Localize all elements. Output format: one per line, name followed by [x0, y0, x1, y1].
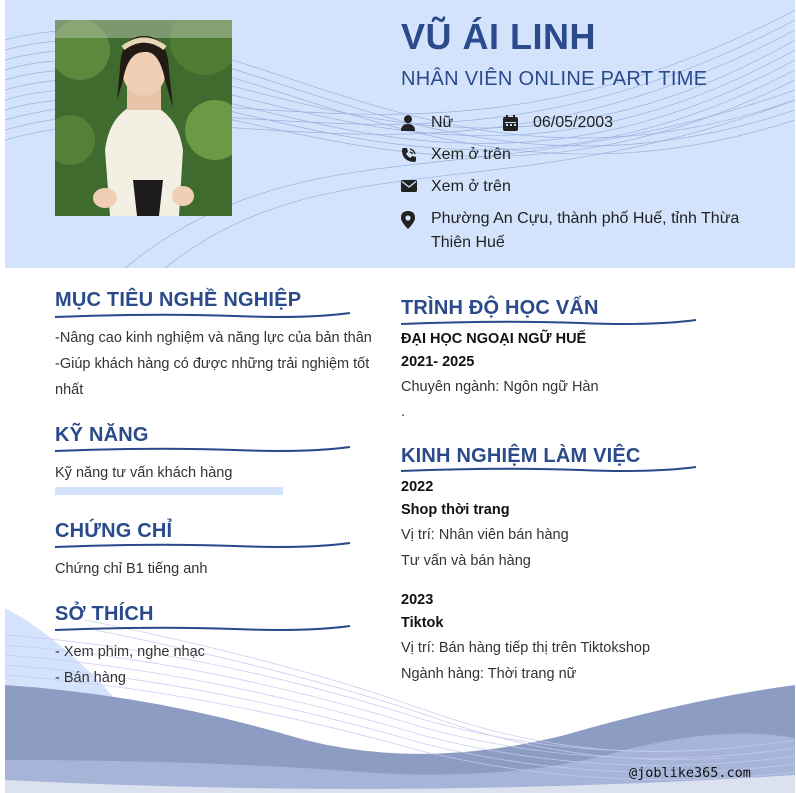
hobbies-heading: SỞ THÍCH [55, 603, 154, 625]
education-major: Chuyên ngành: Ngôn ngữ Hàn [401, 379, 599, 395]
job-1-position: Vị trí: Nhân viên bán hàng [401, 527, 569, 543]
gender-value: Nữ [431, 114, 454, 131]
job-2-detail: Ngành hàng: Thời trang nữ [401, 666, 577, 682]
address-line-1: Phường An Cựu, thành phố Huế, tỉnh Thừa [431, 210, 740, 227]
experience-underline [401, 464, 701, 476]
job-1-year: 2022 [401, 479, 434, 495]
education-heading: TRÌNH ĐỘ HỌC VẤN [401, 297, 599, 319]
envelope-icon [401, 179, 417, 193]
cv-page [5, 0, 795, 793]
certificates-heading: CHỨNG CHỈ [55, 520, 173, 542]
profile-photo [55, 20, 232, 216]
birthdate-row [503, 111, 643, 135]
phone-row [401, 143, 601, 167]
objective-line-2: -Giúp khách hàng có được những trải nghiệm tốt [55, 356, 370, 372]
hobbies-underline [55, 623, 355, 635]
education-underline [401, 317, 701, 329]
job-title: NHÂN VIÊN ONLINE PART TIME [401, 68, 708, 90]
address-row [401, 207, 751, 255]
experience-heading: KINH NGHIỆM LÀM VIỆC [401, 445, 641, 467]
certificates-underline [55, 540, 355, 552]
hobby-item-1: - Xem phim, nghe nhạc [55, 644, 205, 660]
job-1-detail: Tư vấn và bán hàng [401, 553, 531, 569]
skill-level-bar [55, 487, 283, 495]
birthdate-value: 06/05/2003 [533, 114, 614, 131]
education-school: ĐẠI HỌC NGOẠI NGỮ HUẾ [401, 331, 587, 347]
calendar-icon [503, 115, 518, 131]
objective-line-1: -Nâng cao kinh nghiệm và năng lực của bản thân [55, 330, 372, 346]
email-row [401, 175, 601, 199]
skill-item: Kỹ năng tư vấn khách hàng [55, 465, 233, 481]
email-value: Xem ở trên [431, 178, 511, 195]
education-note: . [401, 404, 406, 420]
job-2-company: Tiktok [401, 615, 444, 631]
hobby-item-2: - Bán hàng [55, 670, 126, 686]
objective-heading: MỤC TIÊU NGHỀ NGHIỆP [55, 289, 302, 311]
phone-icon [401, 147, 417, 163]
certificate-item: Chứng chỉ B1 tiếng anh [55, 561, 208, 577]
objective-underline [55, 310, 355, 322]
skills-heading: KỸ NĂNG [55, 424, 149, 446]
candidate-name: VŨ ÁI LINH [401, 16, 597, 57]
skills-underline [55, 444, 355, 456]
map-pin-icon [401, 211, 415, 229]
job-2-position: Vị trí: Bán hàng tiếp thị trên Tiktokshop [401, 640, 651, 656]
objective-line-3: nhất [55, 382, 84, 398]
job-1-company: Shop thời trang [401, 502, 510, 518]
user-icon [401, 115, 415, 131]
education-years: 2021- 2025 [401, 354, 475, 370]
watermark: @joblike365.com [629, 765, 751, 781]
address-line-2: Thiên Huế [431, 234, 505, 251]
gender-row [401, 111, 511, 135]
phone-value: Xem ở trên [431, 146, 511, 163]
job-2-year: 2023 [401, 592, 434, 608]
